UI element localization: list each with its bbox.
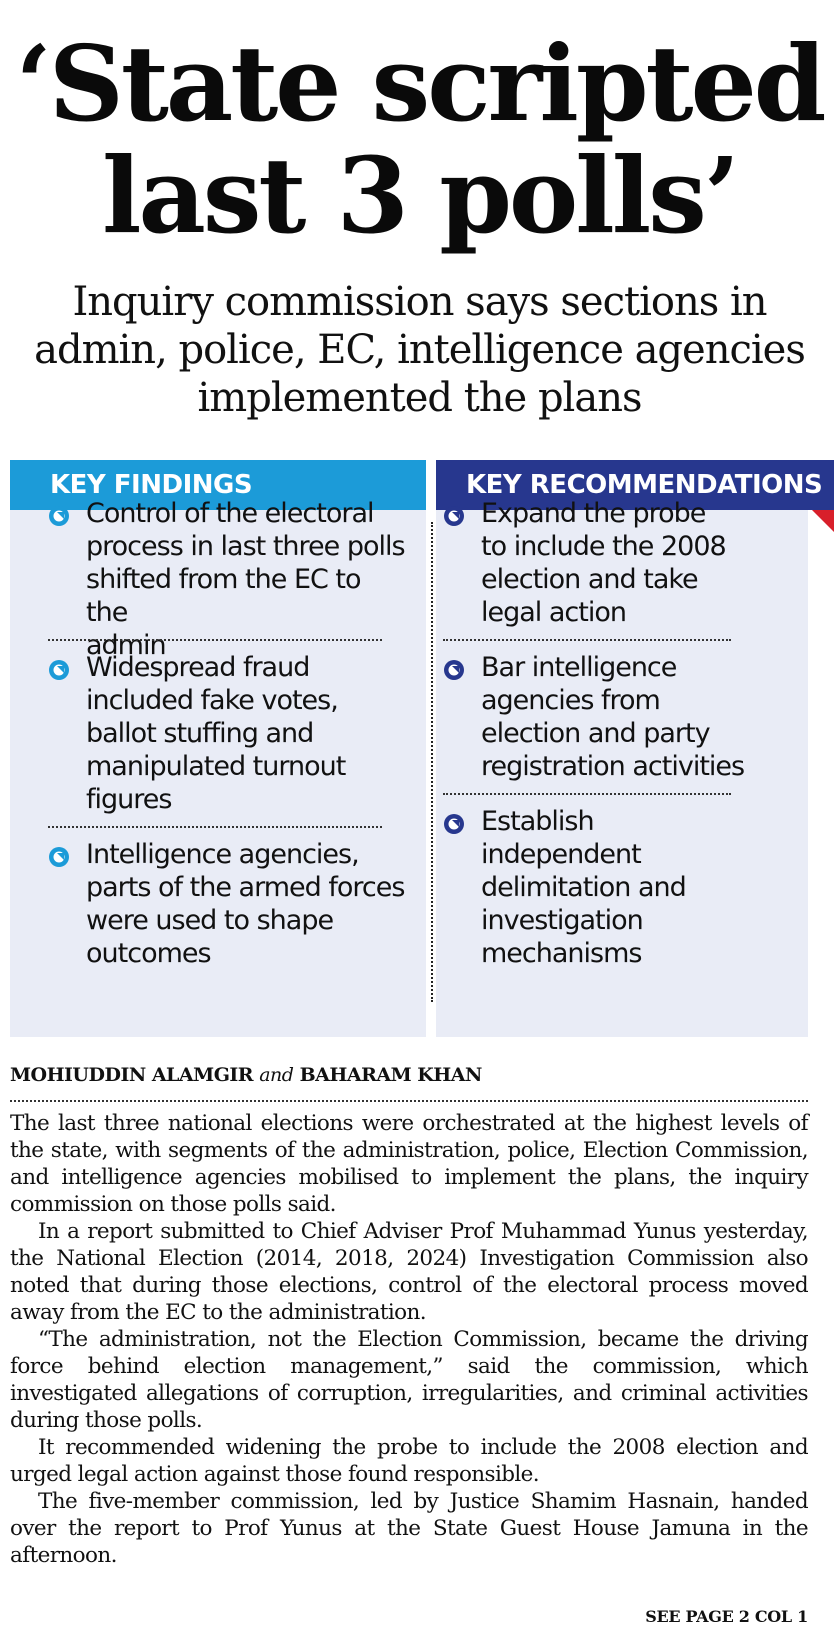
arrow-circle-icon	[443, 505, 465, 527]
recommendation-item-line: Establish	[481, 806, 594, 837]
recommendation-item-line: delimitation and	[481, 872, 686, 903]
recommendation-divider	[443, 793, 731, 795]
finding-item	[86, 838, 406, 970]
paragraph-5: The five-member commission, led by Justice Shamim Hasnain, handed over the report to Prof Yunus at the State Guest House Jamuna in the afternoon.	[10, 1489, 808, 1568]
recommendation-item-line: Bar intelligence	[481, 652, 677, 683]
recommendation-divider	[443, 639, 731, 641]
arrow-circle-icon	[48, 505, 70, 527]
finding-divider	[48, 826, 382, 828]
recommendation-item	[481, 805, 801, 970]
article-body	[10, 1110, 808, 1569]
arrow-circle-icon	[48, 659, 70, 681]
finding-item-line: manipulated turnout	[86, 751, 346, 782]
recommendation-item-line: investigation	[481, 905, 643, 936]
arrow-circle-icon	[48, 846, 70, 868]
headline-line-2: last 3 polls’	[101, 134, 738, 257]
finding-item-line: outcomes	[86, 938, 211, 969]
recommendation-item-line: independent	[481, 839, 641, 870]
subhead-line-1: Inquiry commission says sections in	[72, 279, 767, 325]
column-divider	[431, 522, 433, 1002]
headline	[0, 22, 839, 257]
subhead-line-2: admin, police, EC, intelligence agencies	[34, 327, 805, 373]
headline-line-1: ‘State scripted	[15, 22, 824, 145]
paragraph-2: In a report submitted to Chief Adviser Prof Muhammad Yunus yesterday, the National Election (2014, 2018, 2024) Investigation Commission also noted that during those elections, control of the electoral process moved away from the EC to the administration.	[10, 1219, 808, 1325]
author-1: MOHIUDDIN ALAMGIR	[10, 1064, 254, 1086]
recommendation-item-line: legal action	[481, 597, 626, 628]
finding-item-line: parts of the armed forces	[86, 872, 405, 903]
finding-divider	[48, 639, 382, 641]
continued-jump-link[interactable]: SEE PAGE 2 COL 1	[645, 1607, 808, 1626]
red-corner-accent	[812, 510, 834, 532]
recommendation-item-line: election and party	[481, 718, 710, 749]
author-2: BAHARAM KHAN	[299, 1064, 482, 1086]
recommendation-item-line: election and take	[481, 564, 698, 595]
finding-item-line: admin	[86, 630, 166, 661]
subhead-line-3: implemented the plans	[197, 375, 642, 421]
recommendation-item-line: Expand the probe	[481, 498, 706, 529]
key-findings-heading: KEY FINDINGS	[10, 460, 426, 510]
finding-item-line: figures	[86, 784, 172, 815]
key-recommendations-heading: KEY RECOMMENDATIONS	[436, 460, 834, 510]
recommendation-item-line: registration activities	[481, 751, 745, 782]
paragraph-4: It recommended widening the probe to include the 2008 election and urged legal action against those found responsible.	[10, 1435, 808, 1487]
finding-item-line: were used to shape	[86, 905, 334, 936]
recommendation-item-line: agencies from	[481, 685, 660, 716]
recommendation-item-line: mechanisms	[481, 938, 642, 969]
finding-item-line: Intelligence agencies,	[86, 839, 359, 870]
finding-item-line: included fake votes,	[86, 685, 338, 716]
recommendation-item	[481, 651, 801, 783]
finding-item	[86, 651, 406, 816]
paragraph-3: “The administration, not the Election Commission, became the driving force behind election management,” said the commission, which investigated allegations of corruption, irregularities, and criminal activities during those polls.	[10, 1327, 808, 1433]
byline-conjunction: and	[259, 1064, 294, 1086]
recommendation-item	[481, 497, 801, 629]
recommendation-item-line: to include the 2008	[481, 531, 726, 562]
finding-item-line: process in last three polls	[86, 531, 405, 562]
arrow-circle-icon	[443, 659, 465, 681]
arrow-circle-icon	[443, 813, 465, 835]
finding-item-line: Widespread fraud	[86, 652, 310, 683]
finding-item-line: shifted from the EC to the	[86, 564, 361, 628]
paragraph-1: The last three national elections were orchestrated at the highest levels of the state, with segments of the administration, police, Election Commission, and intelligence agencies mobilised to implement the plans, the inquiry commission on those polls said.	[10, 1111, 808, 1217]
finding-item-line: ballot stuffing and	[86, 718, 314, 749]
finding-item-line: Control of the electoral	[86, 498, 374, 529]
byline-divider	[10, 1100, 808, 1102]
finding-item	[86, 497, 406, 662]
byline	[10, 1064, 482, 1086]
subheadline	[0, 278, 839, 422]
